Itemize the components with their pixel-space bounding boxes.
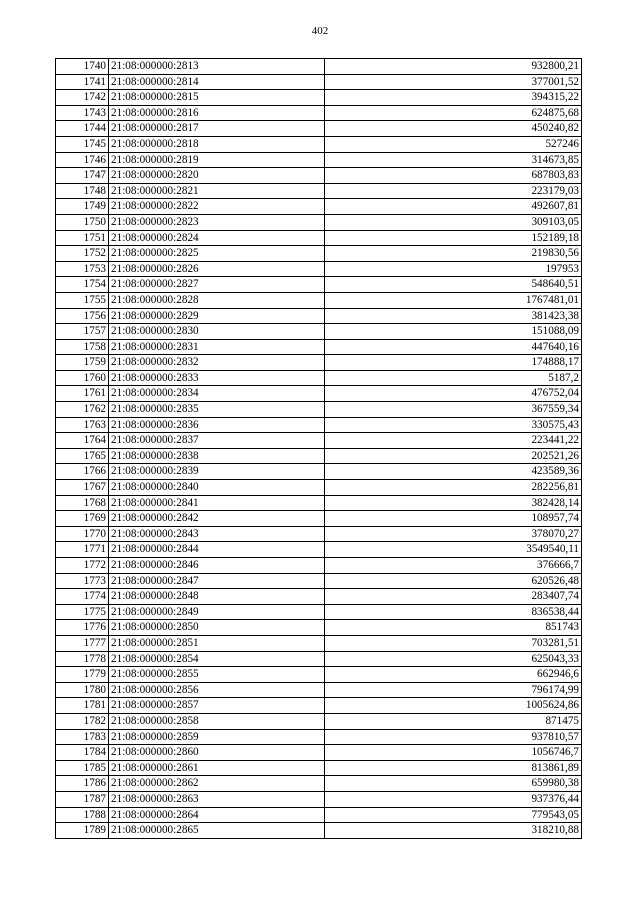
value-cell: 381423,38 <box>325 308 582 324</box>
table-row <box>56 526 582 542</box>
table-row <box>56 292 582 308</box>
table-row <box>56 136 582 152</box>
value-cell: 1767481,01 <box>325 292 582 308</box>
table-row <box>56 589 582 605</box>
value-cell: 394315,22 <box>325 90 582 106</box>
row-number-cell: 1789 <box>56 823 109 839</box>
table-row <box>56 745 582 761</box>
cadastral-number-cell: 21:08:000000:2837 <box>109 433 325 449</box>
table-row <box>56 558 582 574</box>
row-number-cell: 1743 <box>56 105 109 121</box>
row-number-cell: 1758 <box>56 339 109 355</box>
row-number-cell: 1741 <box>56 74 109 90</box>
table-row <box>56 308 582 324</box>
table-row <box>56 542 582 558</box>
cadastral-number-cell: 21:08:000000:2859 <box>109 729 325 745</box>
cadastral-number-cell: 21:08:000000:2847 <box>109 573 325 589</box>
row-number-cell: 1763 <box>56 417 109 433</box>
table-row <box>56 464 582 480</box>
table-row <box>56 635 582 651</box>
cadastral-number-cell: 21:08:000000:2826 <box>109 261 325 277</box>
cadastral-number-cell: 21:08:000000:2857 <box>109 698 325 714</box>
cadastral-number-cell: 21:08:000000:2829 <box>109 308 325 324</box>
value-cell: 659980,38 <box>325 776 582 792</box>
table-row <box>56 277 582 293</box>
cadastral-number-cell: 21:08:000000:2862 <box>109 776 325 792</box>
row-number-cell: 1756 <box>56 308 109 324</box>
table-row <box>56 713 582 729</box>
value-cell: 223441,22 <box>325 433 582 449</box>
row-number-cell: 1770 <box>56 526 109 542</box>
row-number-cell: 1760 <box>56 370 109 386</box>
value-cell: 813861,89 <box>325 760 582 776</box>
cadastral-number-cell: 21:08:000000:2832 <box>109 355 325 371</box>
row-number-cell: 1764 <box>56 433 109 449</box>
table-row <box>56 90 582 106</box>
cadastral-number-cell: 21:08:000000:2838 <box>109 448 325 464</box>
cadastral-number-cell: 21:08:000000:2821 <box>109 183 325 199</box>
table-row <box>56 152 582 168</box>
table-row <box>56 183 582 199</box>
row-number-cell: 1746 <box>56 152 109 168</box>
table-row <box>56 651 582 667</box>
cadastral-number-cell: 21:08:000000:2815 <box>109 90 325 106</box>
value-cell: 796174,99 <box>325 682 582 698</box>
value-cell: 197953 <box>325 261 582 277</box>
row-number-cell: 1786 <box>56 776 109 792</box>
value-cell: 152189,18 <box>325 230 582 246</box>
value-cell: 937376,44 <box>325 791 582 807</box>
table-row <box>56 105 582 121</box>
row-number-cell: 1778 <box>56 651 109 667</box>
cadastral-number-cell: 21:08:000000:2846 <box>109 558 325 574</box>
row-number-cell: 1766 <box>56 464 109 480</box>
value-cell: 1056746,7 <box>325 745 582 761</box>
cadastral-number-cell: 21:08:000000:2813 <box>109 59 325 75</box>
cadastral-number-cell: 21:08:000000:2828 <box>109 292 325 308</box>
row-number-cell: 1757 <box>56 324 109 340</box>
row-number-cell: 1781 <box>56 698 109 714</box>
value-cell: 376666,7 <box>325 558 582 574</box>
row-number-cell: 1783 <box>56 729 109 745</box>
table-row <box>56 760 582 776</box>
row-number-cell: 1762 <box>56 402 109 418</box>
value-cell: 662946,6 <box>325 667 582 683</box>
table-row <box>56 370 582 386</box>
value-cell: 492607,81 <box>325 199 582 215</box>
value-cell: 382428,14 <box>325 495 582 511</box>
value-cell: 703281,51 <box>325 635 582 651</box>
cadastral-number-cell: 21:08:000000:2841 <box>109 495 325 511</box>
row-number-cell: 1754 <box>56 277 109 293</box>
value-cell: 836538,44 <box>325 604 582 620</box>
value-cell: 151088,09 <box>325 324 582 340</box>
row-number-cell: 1773 <box>56 573 109 589</box>
table-row <box>56 791 582 807</box>
row-number-cell: 1752 <box>56 246 109 262</box>
table-row <box>56 573 582 589</box>
table-row <box>56 807 582 823</box>
table-row <box>56 230 582 246</box>
value-cell: 871475 <box>325 713 582 729</box>
table-row <box>56 433 582 449</box>
row-number-cell: 1787 <box>56 791 109 807</box>
row-number-cell: 1753 <box>56 261 109 277</box>
value-cell: 937810,57 <box>325 729 582 745</box>
row-number-cell: 1772 <box>56 558 109 574</box>
value-cell: 5187,2 <box>325 370 582 386</box>
table-row <box>56 667 582 683</box>
cadastral-number-cell: 21:08:000000:2851 <box>109 635 325 651</box>
value-cell: 447640,16 <box>325 339 582 355</box>
row-number-cell: 1785 <box>56 760 109 776</box>
row-number-cell: 1771 <box>56 542 109 558</box>
value-cell: 450240,82 <box>325 121 582 137</box>
row-number-cell: 1750 <box>56 214 109 230</box>
row-number-cell: 1774 <box>56 589 109 605</box>
table-row <box>56 729 582 745</box>
row-number-cell: 1782 <box>56 713 109 729</box>
table-row <box>56 214 582 230</box>
cadastral-number-cell: 21:08:000000:2831 <box>109 339 325 355</box>
row-number-cell: 1768 <box>56 495 109 511</box>
table-row <box>56 168 582 184</box>
row-number-cell: 1765 <box>56 448 109 464</box>
cadastral-number-cell: 21:08:000000:2839 <box>109 464 325 480</box>
value-cell: 219830,56 <box>325 246 582 262</box>
cadastral-number-cell: 21:08:000000:2854 <box>109 651 325 667</box>
table-row <box>56 511 582 527</box>
cadastral-number-cell: 21:08:000000:2834 <box>109 386 325 402</box>
table-row <box>56 246 582 262</box>
value-cell: 309103,05 <box>325 214 582 230</box>
table-row <box>56 448 582 464</box>
value-cell: 174888,17 <box>325 355 582 371</box>
row-number-cell: 1769 <box>56 511 109 527</box>
table-row <box>56 495 582 511</box>
cadastral-number-cell: 21:08:000000:2827 <box>109 277 325 293</box>
cadastral-number-cell: 21:08:000000:2848 <box>109 589 325 605</box>
table-row <box>56 74 582 90</box>
page-number: 402 <box>311 25 329 37</box>
cadastral-number-cell: 21:08:000000:2842 <box>109 511 325 527</box>
table-row <box>56 199 582 215</box>
row-number-cell: 1749 <box>56 199 109 215</box>
row-number-cell: 1748 <box>56 183 109 199</box>
value-cell: 548640,51 <box>325 277 582 293</box>
cadastral-number-cell: 21:08:000000:2825 <box>109 246 325 262</box>
row-number-cell: 1744 <box>56 121 109 137</box>
row-number-cell: 1755 <box>56 292 109 308</box>
table-row <box>56 620 582 636</box>
cadastral-number-cell: 21:08:000000:2830 <box>109 324 325 340</box>
cadastral-number-cell: 21:08:000000:2849 <box>109 604 325 620</box>
cadastral-number-cell: 21:08:000000:2855 <box>109 667 325 683</box>
cadastral-number-cell: 21:08:000000:2819 <box>109 152 325 168</box>
cadastral-number-cell: 21:08:000000:2822 <box>109 199 325 215</box>
value-cell: 318210,88 <box>325 823 582 839</box>
value-cell: 624875,68 <box>325 105 582 121</box>
value-cell: 3549540,11 <box>325 542 582 558</box>
row-number-cell: 1751 <box>56 230 109 246</box>
table-row <box>56 261 582 277</box>
value-cell: 202521,26 <box>325 448 582 464</box>
table-row <box>56 417 582 433</box>
cadastral-number-cell: 21:08:000000:2856 <box>109 682 325 698</box>
row-number-cell: 1742 <box>56 90 109 106</box>
value-cell: 851743 <box>325 620 582 636</box>
cadastral-number-cell: 21:08:000000:2814 <box>109 74 325 90</box>
table-row <box>56 480 582 496</box>
value-cell: 283407,74 <box>325 589 582 605</box>
cadastral-number-cell: 21:08:000000:2864 <box>109 807 325 823</box>
cadastral-number-cell: 21:08:000000:2861 <box>109 760 325 776</box>
value-cell: 687803,83 <box>325 168 582 184</box>
row-number-cell: 1745 <box>56 136 109 152</box>
cadastral-number-cell: 21:08:000000:2824 <box>109 230 325 246</box>
value-cell: 423589,36 <box>325 464 582 480</box>
cadastral-number-cell: 21:08:000000:2844 <box>109 542 325 558</box>
value-cell: 476752,04 <box>325 386 582 402</box>
cadastral-number-cell: 21:08:000000:2817 <box>109 121 325 137</box>
cadastral-number-cell: 21:08:000000:2860 <box>109 745 325 761</box>
row-number-cell: 1788 <box>56 807 109 823</box>
table-row <box>56 59 582 75</box>
row-number-cell: 1780 <box>56 682 109 698</box>
table-row <box>56 355 582 371</box>
row-number-cell: 1779 <box>56 667 109 683</box>
table-row <box>56 776 582 792</box>
table-row <box>56 386 582 402</box>
value-cell: 108957,74 <box>325 511 582 527</box>
cadastral-number-cell: 21:08:000000:2858 <box>109 713 325 729</box>
table-row <box>56 698 582 714</box>
cadastral-number-cell: 21:08:000000:2863 <box>109 791 325 807</box>
cadastral-number-cell: 21:08:000000:2823 <box>109 214 325 230</box>
cadastral-number-cell: 21:08:000000:2833 <box>109 370 325 386</box>
table-body <box>56 59 582 839</box>
table-row <box>56 121 582 137</box>
cadastral-number-cell: 21:08:000000:2818 <box>109 136 325 152</box>
row-number-cell: 1784 <box>56 745 109 761</box>
cadastral-value-table <box>55 58 582 839</box>
cadastral-number-cell: 21:08:000000:2835 <box>109 402 325 418</box>
value-cell: 223179,03 <box>325 183 582 199</box>
table-row <box>56 339 582 355</box>
value-cell: 314673,85 <box>325 152 582 168</box>
value-cell: 932800,21 <box>325 59 582 75</box>
row-number-cell: 1767 <box>56 480 109 496</box>
cadastral-number-cell: 21:08:000000:2836 <box>109 417 325 433</box>
cadastral-number-cell: 21:08:000000:2820 <box>109 168 325 184</box>
row-number-cell: 1761 <box>56 386 109 402</box>
value-cell: 378070,27 <box>325 526 582 542</box>
row-number-cell: 1759 <box>56 355 109 371</box>
cadastral-number-cell: 21:08:000000:2843 <box>109 526 325 542</box>
value-cell: 625043,33 <box>325 651 582 667</box>
value-cell: 377001,52 <box>325 74 582 90</box>
row-number-cell: 1747 <box>56 168 109 184</box>
value-cell: 1005624,86 <box>325 698 582 714</box>
value-cell: 282256,81 <box>325 480 582 496</box>
cadastral-number-cell: 21:08:000000:2865 <box>109 823 325 839</box>
table-row <box>56 402 582 418</box>
row-number-cell: 1775 <box>56 604 109 620</box>
value-cell: 330575,43 <box>325 417 582 433</box>
table-row <box>56 823 582 839</box>
row-number-cell: 1740 <box>56 59 109 75</box>
cadastral-number-cell: 21:08:000000:2816 <box>109 105 325 121</box>
row-number-cell: 1777 <box>56 635 109 651</box>
row-number-cell: 1776 <box>56 620 109 636</box>
table-row <box>56 682 582 698</box>
table-row <box>56 324 582 340</box>
cadastral-number-cell: 21:08:000000:2840 <box>109 480 325 496</box>
cadastral-number-cell: 21:08:000000:2850 <box>109 620 325 636</box>
value-cell: 779543,05 <box>325 807 582 823</box>
value-cell: 527246 <box>325 136 582 152</box>
value-cell: 620526,48 <box>325 573 582 589</box>
value-cell: 367559,34 <box>325 402 582 418</box>
table-row <box>56 604 582 620</box>
